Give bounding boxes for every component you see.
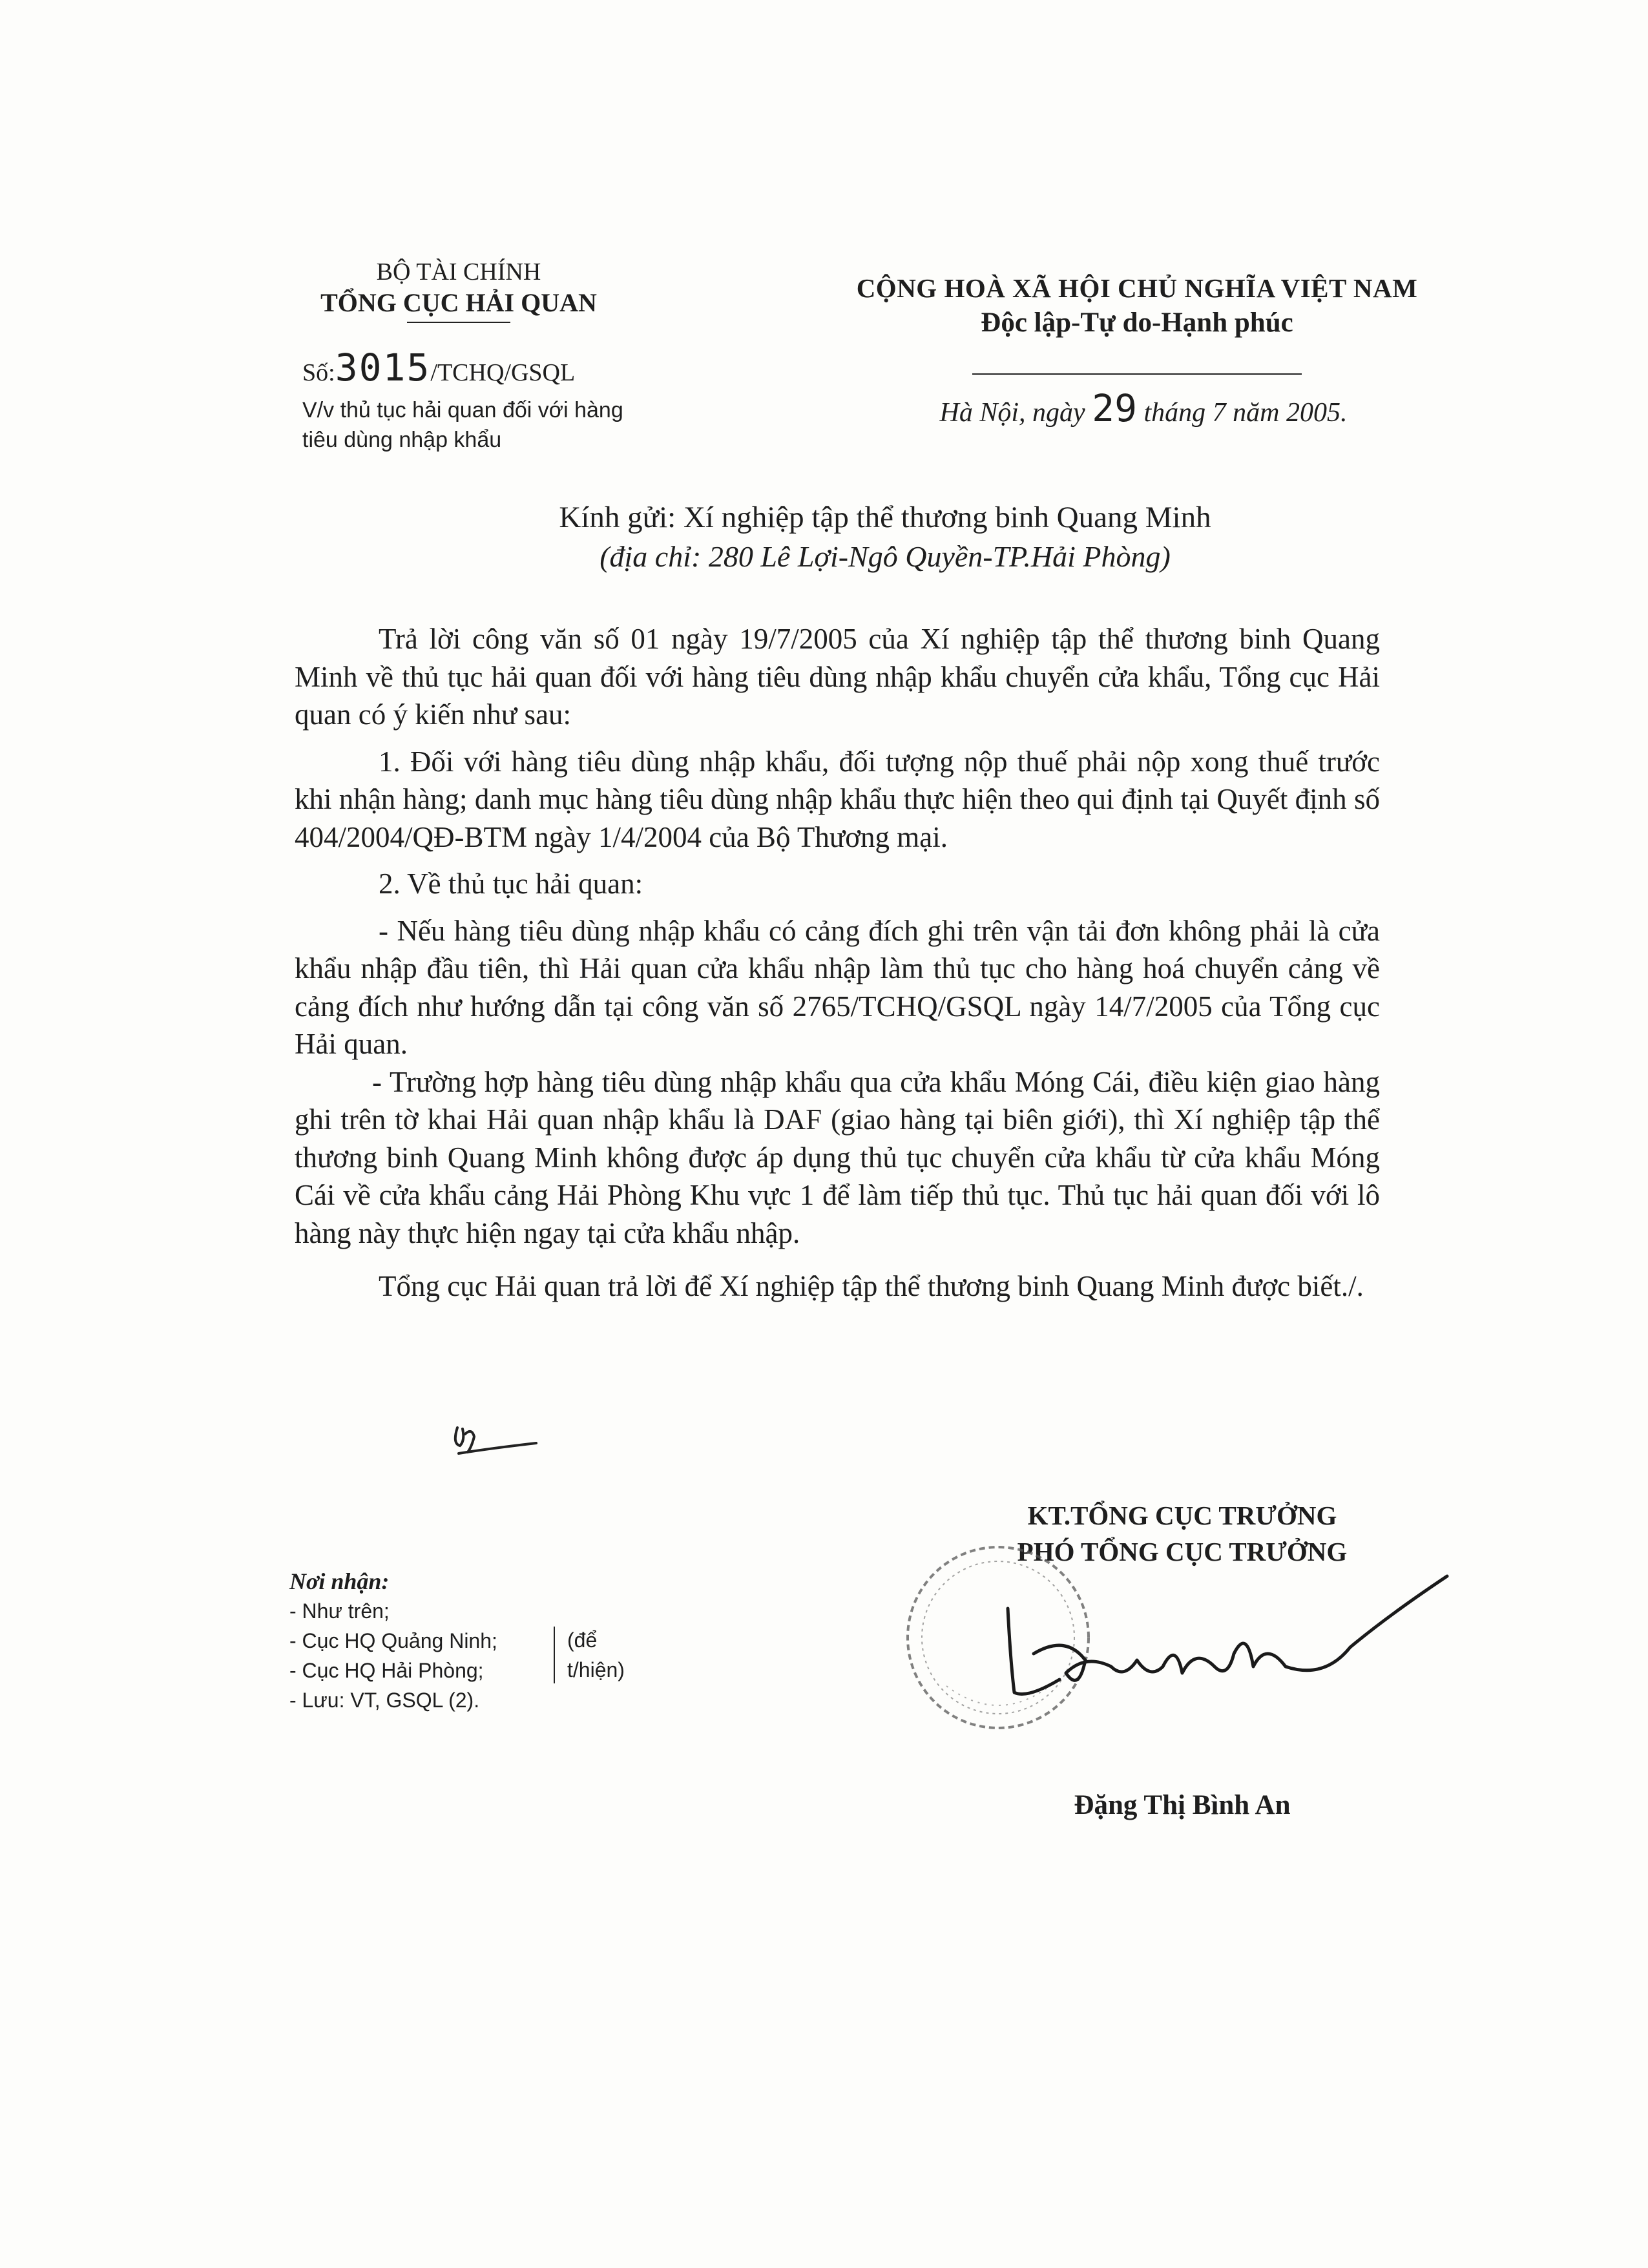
letter-body <box>295 620 1380 1306</box>
item-1-paragraph: 1. Đối với hàng tiêu dùng nhập khẩu, đối tượng nộp thuế phải nộp xong thuế trước khi nhận hàng; danh mục hàng tiêu dùng nhập khẩu thực hiện theo qui định tại Quyết định số 404/2004/QĐ-BTM ngày 1/4/2004 của Bộ Thương mại. <box>295 745 1380 853</box>
distribution-note-line: (để <box>567 1628 598 1652</box>
distribution-bracket <box>554 1627 555 1683</box>
document-number <box>302 346 575 390</box>
date-prefix: Hà Nội, ngày <box>939 398 1085 428</box>
national-heading <box>788 271 1486 375</box>
document-number-prefix: Số: <box>302 359 335 386</box>
date-line <box>795 386 1492 430</box>
signer-name: Đặng Thị Bình An <box>1074 1790 1291 1820</box>
handwritten-initial-mark <box>446 1415 543 1466</box>
distribution-item: - Lưu: VT, GSQL (2). <box>289 1689 480 1712</box>
subject-line: V/v thủ tục hải quan đối với hàng <box>302 398 623 422</box>
distribution-title: Nơi nhận: <box>289 1568 390 1594</box>
item-2-heading: 2. Về thủ tục hải quan: <box>379 868 643 900</box>
document-subject <box>302 395 716 455</box>
agency-name: TỔNG CỤC HẢI QUAN <box>320 288 597 317</box>
header-left-divider <box>407 322 510 323</box>
signing-title-line: KT.TỔNG CỤC TRƯỞNG <box>1027 1501 1337 1530</box>
distribution-item: - Như trên; <box>289 1599 390 1623</box>
distribution-note <box>567 1625 625 1685</box>
document-number-value: 3015 <box>335 346 431 390</box>
date-day: 29 <box>1092 386 1137 430</box>
nation-name: CỘNG HOÀ XÃ HỘI CHỦ NGHĨA VIỆT NAM <box>856 273 1418 303</box>
issuing-authority <box>284 257 633 323</box>
item-2b-paragraph: - Trường hợp hàng tiêu dùng nhập khẩu qua cửa khẩu Móng Cái, điều kiện giao hàng ghi trên tờ khai Hải quan nhập khẩu là DAF (giao hàng tại biên giới), thì Xí nghiệp tập thể thương binh Quang Minh không được áp dụng thủ tục chuyển cửa khẩu từ cửa khẩu Móng Cái về cửa khẩu cảng Hải Phòng Khu vực 1 để làm tiếp thủ tục. Thủ tục hải quan đối với lô hàng này thực hiện ngay tại cửa khẩu nhập. <box>295 1065 1380 1249</box>
subject-line: tiêu dùng nhập khẩu <box>302 428 502 452</box>
ministry-name: BỘ TÀI CHÍNH <box>376 258 541 286</box>
date-suffix: tháng 7 năm 2005. <box>1143 398 1348 428</box>
distribution-note-line: t/hiện) <box>567 1658 625 1681</box>
item-2a-paragraph: - Nếu hàng tiêu dùng nhập khẩu có cảng đích ghi trên vận tải đơn không phải là cửa khẩu nhập đầu tiên, thì Hải quan cửa khẩu nhập làm thủ tục cho hàng hoá chuyển cảng về cảng đích như hướng dẫn tại công văn số 2765/TCHQ/GSQL ngày 14/7/2005 của Tổng cục Hải quan. <box>295 914 1380 1060</box>
header-right-divider <box>972 373 1302 375</box>
recipient-block <box>362 497 1408 576</box>
recipient-name: Kính gửi: Xí nghiệp tập thể thương binh Quang Minh <box>559 501 1211 534</box>
distribution-item: - Cục HQ Quảng Ninh; <box>289 1629 497 1652</box>
document-number-suffix: /TCHQ/GSQL <box>430 359 576 386</box>
signing-title-line: PHÓ TỔNG CỤC TRƯỞNG <box>1017 1537 1348 1566</box>
closing-paragraph: Tổng cục Hải quan trả lời để Xí nghiệp tập thể thương binh Quang Minh được biết./. <box>379 1270 1364 1302</box>
recipient-address: (địa chỉ: 280 Lê Lợi-Ngô Quyền-TP.Hải Phòng) <box>600 540 1171 573</box>
national-motto: Độc lập-Tự do-Hạnh phúc <box>981 307 1293 338</box>
intro-paragraph: Trả lời công văn số 01 ngày 19/7/2005 của Xí nghiệp tập thể thương binh Quang Minh về thủ tục hải quan đối với hàng tiêu dùng nhập khẩu chuyển cửa khẩu, Tổng cục Hải quan có ý kiến như sau: <box>295 623 1380 731</box>
handwritten-signature <box>988 1570 1454 1738</box>
distribution-item: - Cục HQ Hải Phòng; <box>289 1659 484 1682</box>
